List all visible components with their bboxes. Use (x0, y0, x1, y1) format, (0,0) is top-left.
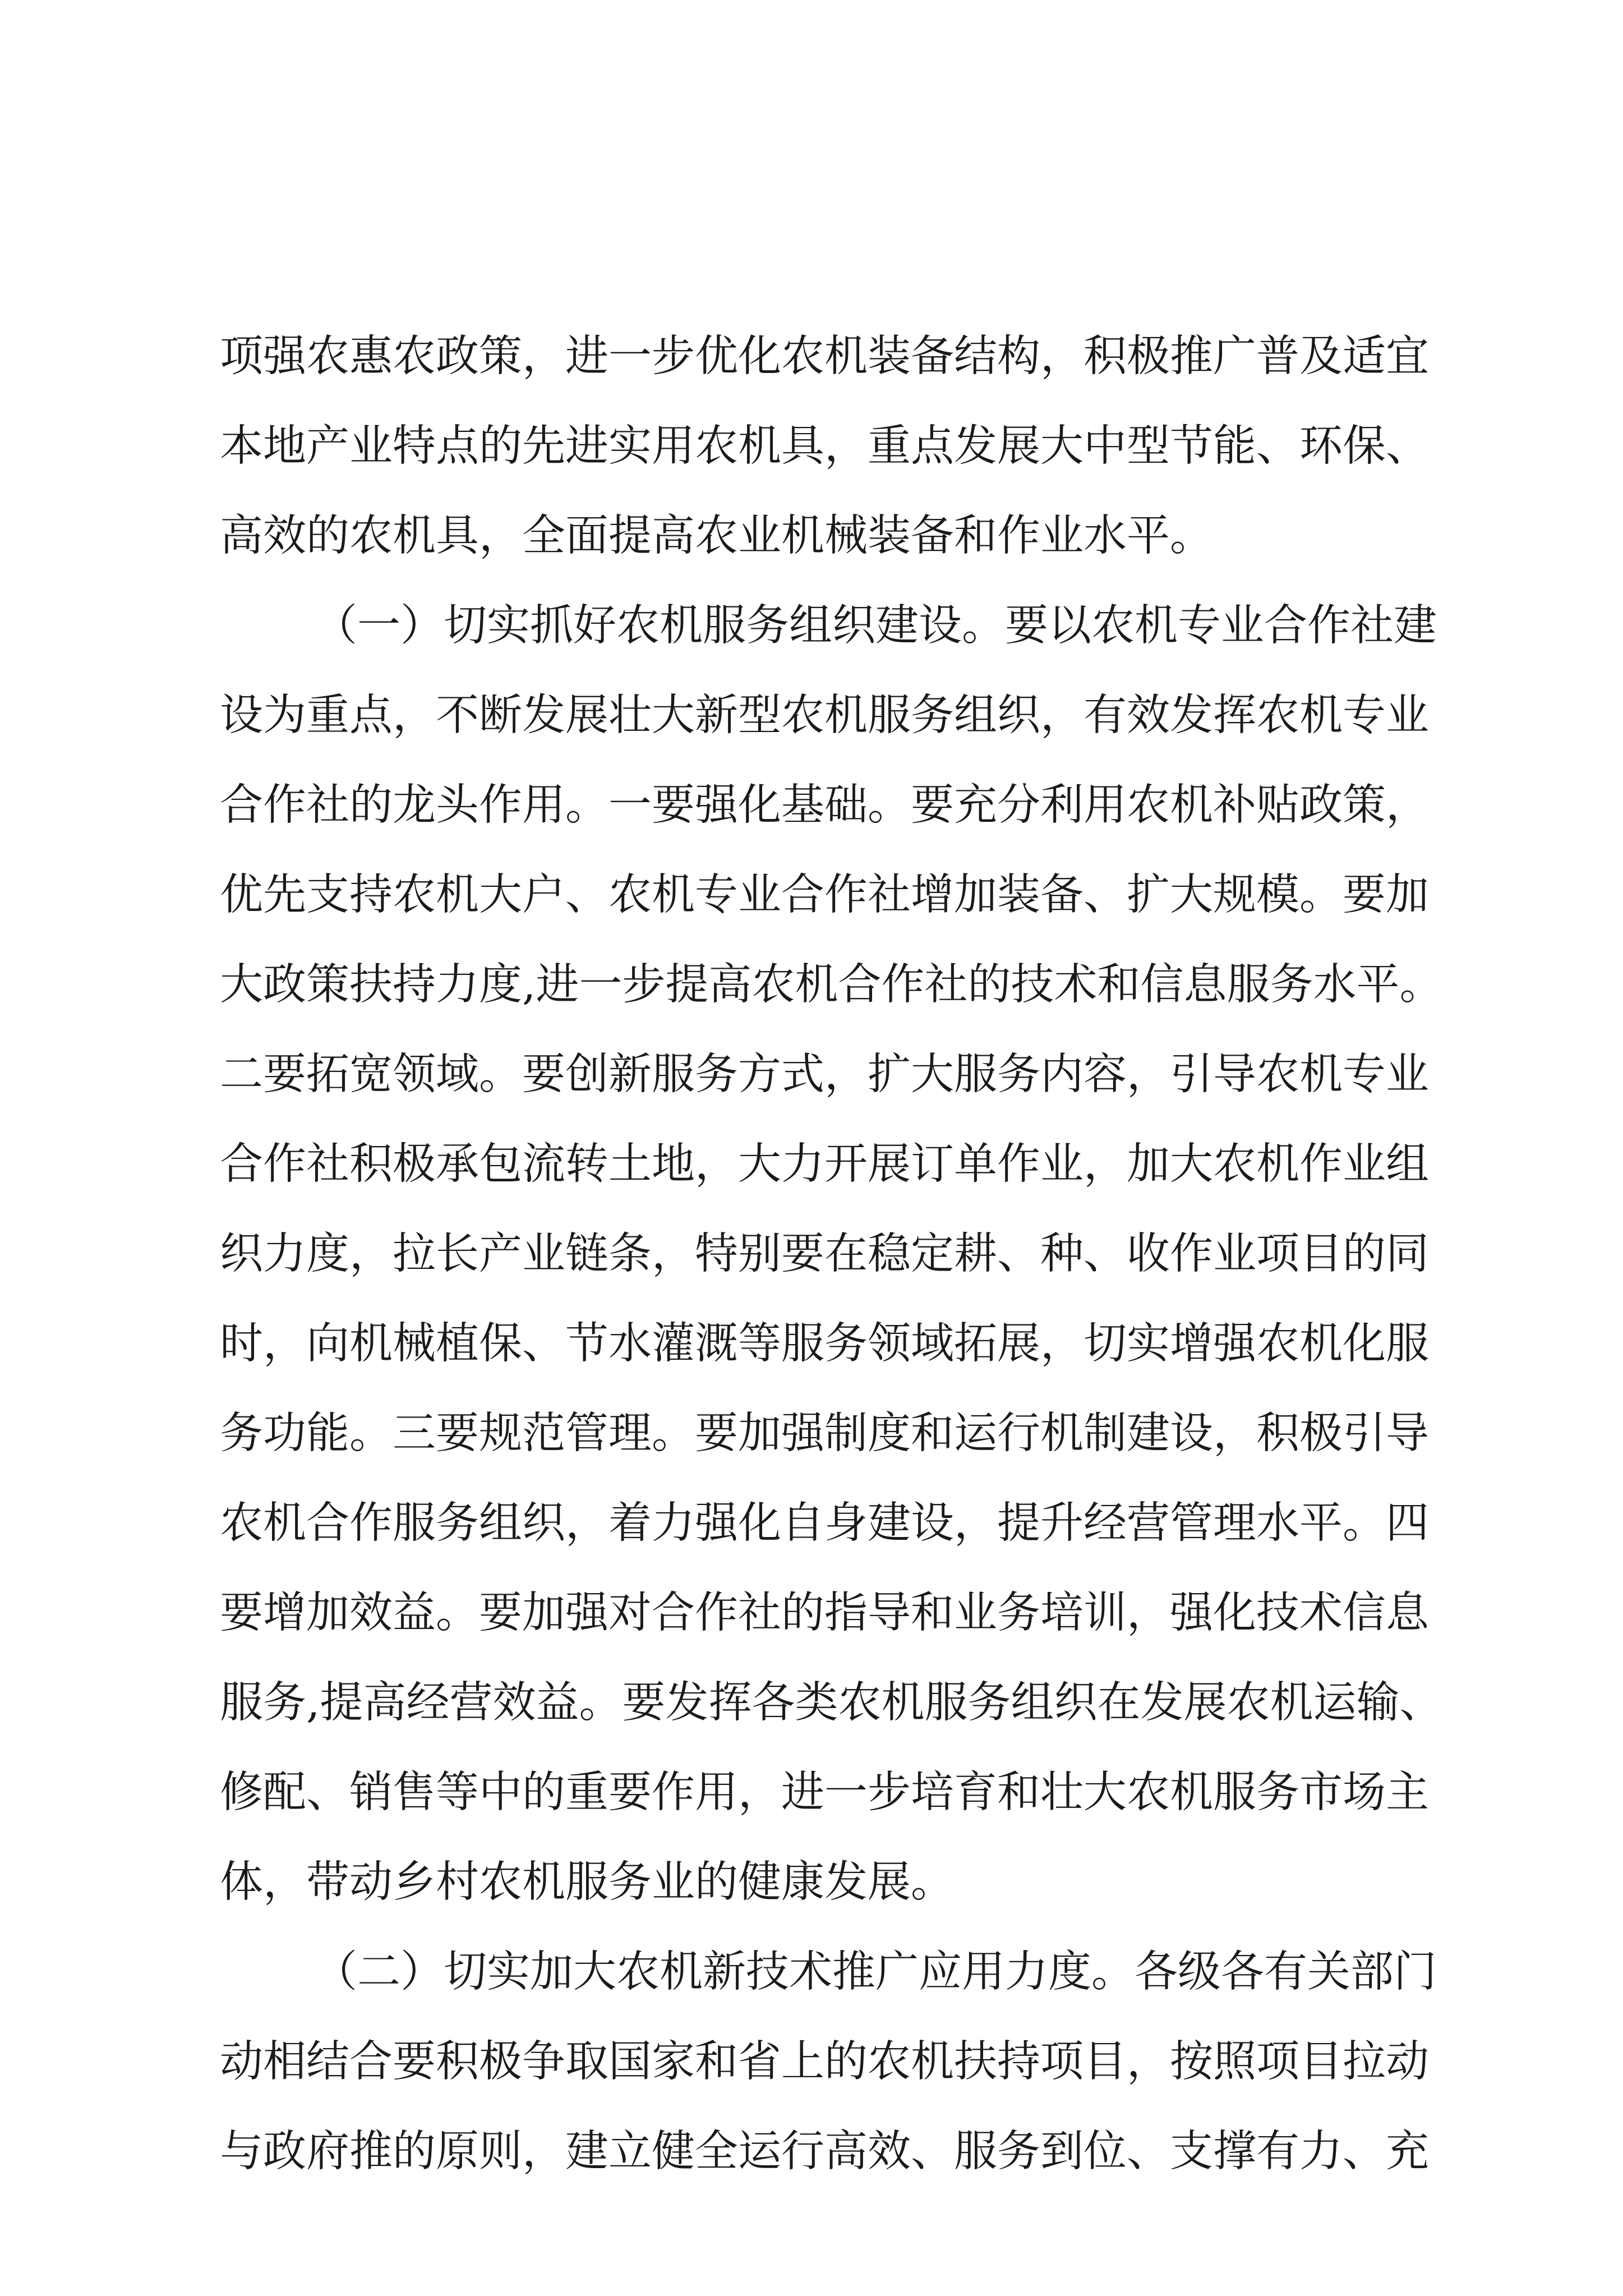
body-line-10: 合作社积极承包流转土地，大力开展订单作业，加大农机作业组 (220, 1139, 1429, 1189)
body-line-5: 设为重点，不断发展壮大新型农机服务组织，有效发挥农机专业 (220, 691, 1429, 740)
body-line-13: 务功能。三要规范管理。要加强制度和运行机制建设，积极引导 (220, 1409, 1429, 1458)
section-1-heading-line: （一）切实抓好农机服务组织建设。要以农机专业合作社建 (314, 601, 1437, 651)
body-line-18: 体，带动乡村农机服务业的健康发展。 (220, 1857, 954, 1907)
section-2-heading-line: （二）切实加大农机新技术推广应用力度。各级各有关部门 (314, 1947, 1437, 1997)
body-line-12: 时，向机械植保、节水灌溉等服务领域拓展，切实增强农机化服 (220, 1319, 1429, 1369)
body-line-16: 服务,提高经营效益。要发挥各类农机服务组织在发展农机运输、 (220, 1678, 1443, 1728)
body-line-14: 农机合作服务组织，着力强化自身建设，提升经营管理水平。四 (220, 1498, 1429, 1548)
body-line-2: 本地产业特点的先进实用农机具，重点发展大中型节能、环保、 (220, 421, 1429, 471)
body-line-3: 高效的农机具，全面提高农业机械装备和作业水平。 (220, 511, 1213, 561)
body-line-9: 二要拓宽领域。要创新服务方式，扩大服务内容，引导农机专业 (220, 1050, 1429, 1099)
body-line-21: 与政府推的原则，建立健全运行高效、服务到位、支撑有力、充 (220, 2127, 1429, 2177)
body-line-11: 织力度，拉长产业链条，特别要在稳定耕、种、收作业项目的同 (220, 1229, 1429, 1279)
body-line-17: 修配、销售等中的重要作用，进一步培育和壮大农机服务市场主 (220, 1768, 1429, 1818)
body-line-6: 合作社的龙头作用。一要强化基础。要充分利用农机补贴政策， (220, 780, 1429, 830)
body-line-8: 大政策扶持力度,进一步提高农机合作社的技术和信息服务水平。 (220, 960, 1443, 1010)
body-line-20: 动相结合要积极争取国家和省上的农机扶持项目，按照项目拉动 (220, 2037, 1429, 2087)
body-line-1: 项强农惠农政策，进一步优化农机装备结构，积极推广普及适宜 (220, 332, 1429, 381)
body-line-7: 优先支持农机大户、农机专业合作社增加装备、扩大规模。要加 (220, 870, 1429, 920)
body-line-15: 要增加效益。要加强对合作社的指导和业务培训，强化技术信息 (220, 1588, 1429, 1638)
